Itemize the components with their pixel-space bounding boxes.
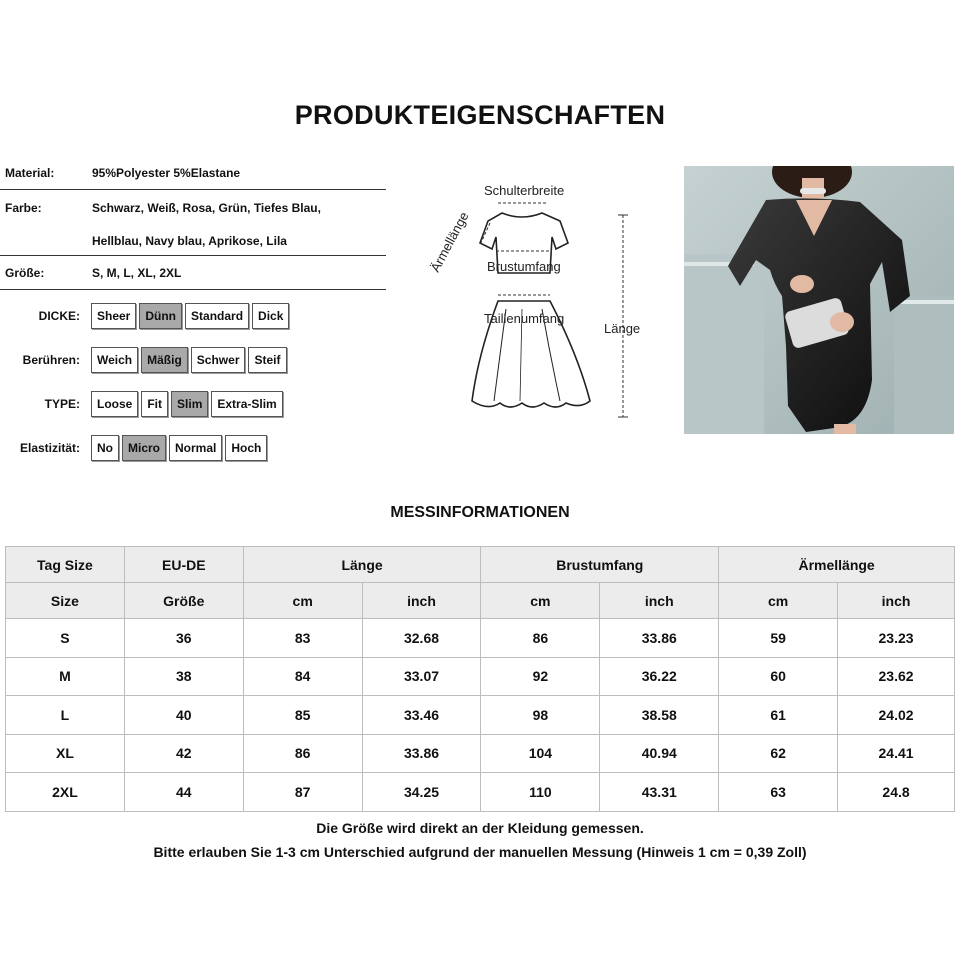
note-line-1: Die Größe wird direkt an der Kleidung gemessen.	[316, 820, 644, 836]
table-cell: 87	[243, 773, 362, 812]
type-option-slim: Slim	[171, 391, 208, 417]
table-row	[6, 657, 955, 696]
divider	[0, 255, 386, 256]
color-value-line1: Schwarz, Weiß, Rosa, Grün, Tiefes Blau,	[92, 201, 321, 215]
subheader-cell: Größe	[124, 583, 243, 619]
table-cell: 33.07	[362, 657, 481, 696]
table-cell: 40.94	[600, 734, 719, 773]
subheader-cell: cm	[719, 583, 838, 619]
table-cell: 104	[481, 734, 600, 773]
table-cell: XL	[6, 734, 125, 773]
table-cell: 33.46	[362, 696, 481, 735]
table-cell: 86	[243, 734, 362, 773]
header-bust: Brustumfang	[481, 547, 719, 583]
table-cell: 33.86	[600, 619, 719, 658]
elasticity-option-no: No	[91, 435, 119, 461]
table-row	[6, 696, 955, 735]
table-cell: 24.8	[838, 773, 955, 812]
subheader-cell: cm	[481, 583, 600, 619]
waist-label: Taillenumfang	[484, 311, 565, 326]
elasticity-row	[0, 433, 267, 463]
table-cell: 61	[719, 696, 838, 735]
header-eu-de: EU-DE	[124, 547, 243, 583]
size-value: S, M, L, XL, 2XL	[92, 266, 182, 280]
table-header-row	[6, 547, 955, 583]
thickness-row	[0, 301, 289, 331]
touch-label: Berühren:	[22, 353, 80, 367]
table-row	[6, 619, 955, 658]
thickness-option-thick: Dick	[252, 303, 289, 329]
header-tag-size: Tag Size	[6, 547, 125, 583]
thickness-option-standard: Standard	[185, 303, 249, 329]
table-cell: 24.02	[838, 696, 955, 735]
table-cell: 85	[243, 696, 362, 735]
type-row	[0, 389, 283, 419]
sleeve-label: Ärmellänge	[427, 209, 472, 275]
touch-option-stiff: Steif	[248, 347, 286, 373]
subheader-cell: inch	[362, 583, 481, 619]
measurement-title: MESSINFORMATIONEN	[390, 504, 570, 521]
table-cell: 34.25	[362, 773, 481, 812]
table-cell: 38	[124, 657, 243, 696]
table-cell: 59	[719, 619, 838, 658]
table-cell: 98	[481, 696, 600, 735]
table-cell: 83	[243, 619, 362, 658]
table-cell: 43.31	[600, 773, 719, 812]
table-cell: 42	[124, 734, 243, 773]
table-cell: 36.22	[600, 657, 719, 696]
table-cell: 23.23	[838, 619, 955, 658]
divider	[0, 189, 386, 190]
table-cell: 63	[719, 773, 838, 812]
type-option-extra-slim: Extra-Slim	[211, 391, 282, 417]
touch-row	[0, 345, 287, 375]
table-cell: M	[6, 657, 125, 696]
elasticity-option-high: Hoch	[225, 435, 267, 461]
subheader-cell: inch	[838, 583, 955, 619]
note-line-2: Bitte erlauben Sie 1-3 cm Unterschied aufgrund der manuellen Messung (Hinweis 1 cm = 0,39 Zoll)	[153, 844, 807, 860]
elasticity-option-normal: Normal	[169, 435, 222, 461]
table-row	[6, 773, 955, 812]
shoulder-label: Schulterbreite	[484, 183, 565, 198]
table-cell: 40	[124, 696, 243, 735]
table-cell: 60	[719, 657, 838, 696]
table-cell: 44	[124, 773, 243, 812]
elasticity-label: Elastizität:	[19, 441, 80, 455]
divider	[0, 289, 386, 290]
type-label: TYPE:	[44, 397, 80, 411]
table-cell: 32.68	[362, 619, 481, 658]
table-cell: 33.86	[362, 734, 481, 773]
table-cell: 92	[481, 657, 600, 696]
table-cell: 2XL	[6, 773, 125, 812]
table-cell: 86	[481, 619, 600, 658]
touch-option-moderate: Mäßig	[141, 347, 188, 373]
page-title: PRODUKTEIGENSCHAFTEN	[294, 100, 666, 130]
type-option-fit: Fit	[141, 391, 168, 417]
table-cell: 23.62	[838, 657, 955, 696]
size-chart-table	[5, 546, 955, 812]
dress-sketch-icon	[410, 175, 660, 425]
subheader-cell: inch	[600, 583, 719, 619]
thickness-option-thin: Dünn	[139, 303, 182, 329]
length-label: Länge	[604, 321, 641, 336]
table-cell: 24.41	[838, 734, 955, 773]
material-label: Material:	[5, 166, 55, 180]
type-option-loose: Loose	[91, 391, 138, 417]
thickness-label: DICKE:	[38, 309, 80, 323]
table-cell: 110	[481, 773, 600, 812]
color-value-line2: Hellblau, Navy blau, Aprikose, Lila	[92, 234, 287, 248]
header-sleeve: Ärmellänge	[719, 547, 955, 583]
subheader-cell: Size	[6, 583, 125, 619]
table-cell: 38.58	[600, 696, 719, 735]
table-subheader-row	[6, 583, 955, 619]
table-cell: 84	[243, 657, 362, 696]
color-label: Farbe:	[5, 201, 42, 215]
table-cell: 36	[124, 619, 243, 658]
model-image-icon	[684, 166, 954, 434]
material-value: 95%Polyester 5%Elastane	[92, 166, 241, 180]
header-length: Länge	[243, 547, 481, 583]
bust-label: Brustumfang	[487, 259, 561, 274]
table-cell: L	[6, 696, 125, 735]
touch-option-heavy: Schwer	[191, 347, 246, 373]
thickness-option-sheer: Sheer	[91, 303, 136, 329]
table-row	[6, 734, 955, 773]
table-cell: S	[6, 619, 125, 658]
subheader-cell: cm	[243, 583, 362, 619]
table-cell: 62	[719, 734, 838, 773]
product-photo	[684, 166, 954, 434]
measurement-diagram	[410, 175, 660, 425]
elasticity-option-micro: Micro	[122, 435, 166, 461]
touch-option-soft: Weich	[91, 347, 138, 373]
size-label: Größe:	[5, 266, 45, 280]
